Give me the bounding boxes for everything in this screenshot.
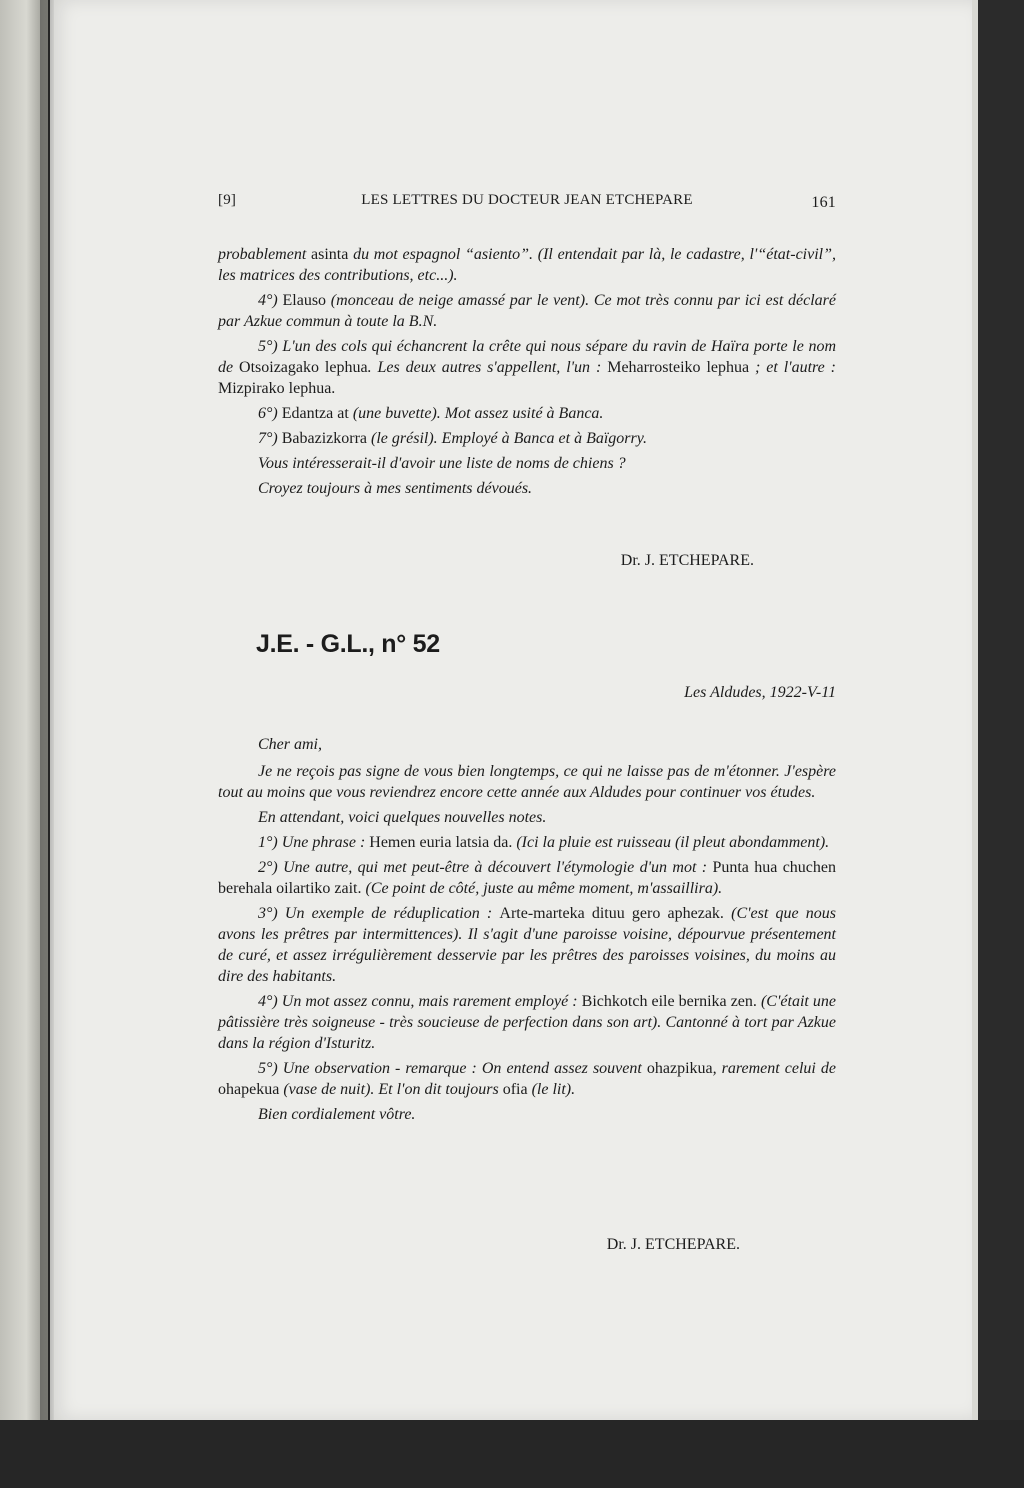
scan-background: [0, 1420, 1024, 1488]
note-item-5: 5°) L'un des cols qui échancrent la crête qui nous sépare du ravin de Haïra porte le nom de Otsoizagako lephua. Les deux autres s'appellent, l'un : Meharrosteiko lephua ; et l'autre : Mizpirako lephua.: [218, 338, 837, 397]
paragraph: probablement asinta du mot espagnol “asiento”. (Il entendait par là, le cadastre, l'“état-civil”, les matrices des contributions, etc...).: [218, 246, 837, 284]
book-gutter-shadow: [40, 0, 54, 1488]
closing-formula: Bien cordialement vôtre.: [258, 1106, 416, 1123]
note-item-2: 2°) Une autre, qui met peut-être à découvert l'étymologie d'un mot : Punta hua chuchen berehala oilartiko zait. (Ce point de côté, juste au même moment, m'assaillira).: [218, 859, 837, 897]
letter-heading: J.E. - G.L., n° 52: [256, 630, 440, 658]
note-item-1: 1°) Une phrase : Hemen euria latsia da. (Ici la pluie est ruisseau (il pleut abondamment).: [258, 834, 830, 851]
note-item-7: 7°) Babazizkorra (le grésil). Employé à Banca et à Baïgorry.: [258, 430, 647, 447]
question-paragraph: Vous intéresserait-il d'avoir une liste de noms de chiens ?: [258, 455, 626, 472]
place-date: Les Aldudes, 1922-V-11: [684, 684, 836, 701]
salutation: Cher ami,: [258, 736, 322, 753]
page-fore-edge: [972, 0, 978, 1420]
signature: Dr. J. ETCHEPARE.: [620, 552, 754, 569]
running-title: LES LETTRES DU DOCTEUR JEAN ETCHEPARE: [361, 192, 693, 208]
note-item-4: 4°) Un mot assez connu, mais rarement employé : Bichkotch eile bernika zen. (C'était une pâtissière très soigneuse - très soucieuse de perfection dans son art). Cantonné à tort par Azkue dans la région d'Isturitz.: [218, 993, 836, 1052]
paragraph: En attendant, voici quelques nouvelles notes.: [258, 809, 547, 826]
note-item-3: 3°) Un exemple de réduplication : Arte-marteka dituu gero aphezak. (C'est que nous avons les prêtres par intermittences). Il s'agit d'une paroisse voisine, dépourvue présentement de curé, et assez irrégulièrement desservie par les prêtres des paroisses voisines, du moins au dire des habitants.: [218, 905, 836, 985]
previous-letter-continuation: [218, 244, 836, 503]
letter-body: [218, 734, 836, 1129]
note-item-6: 6°) Edantza at (une buvette). Mot assez usité à Banca.: [258, 405, 604, 422]
page-number: 161: [811, 194, 836, 211]
running-head: [218, 192, 836, 216]
note-item-4: 4°) Elauso (monceau de neige amassé par le vent). Ce mot très connu par ici est déclaré par Azkue commun à toute la B.N.: [218, 292, 836, 330]
note-item-5: 5°) Une observation - remarque : On entend assez souvent ohazpikua, rarement celui de ohapekua (vase de nuit). Et l'on dit toujours ofia (le lit).: [218, 1060, 837, 1098]
signature: Dr. J. ETCHEPARE.: [606, 1236, 740, 1253]
folio-bracket: [9]: [218, 192, 237, 208]
paragraph: Je ne reçois pas signe de vous bien longtemps, ce qui ne laisse pas de m'étonner. J'espère tout au moins que vous reviendrez encore cette année aux Aldudes pour continuer vos études.: [218, 763, 836, 801]
closing-formula: Croyez toujours à mes sentiments dévoués.: [258, 480, 533, 497]
